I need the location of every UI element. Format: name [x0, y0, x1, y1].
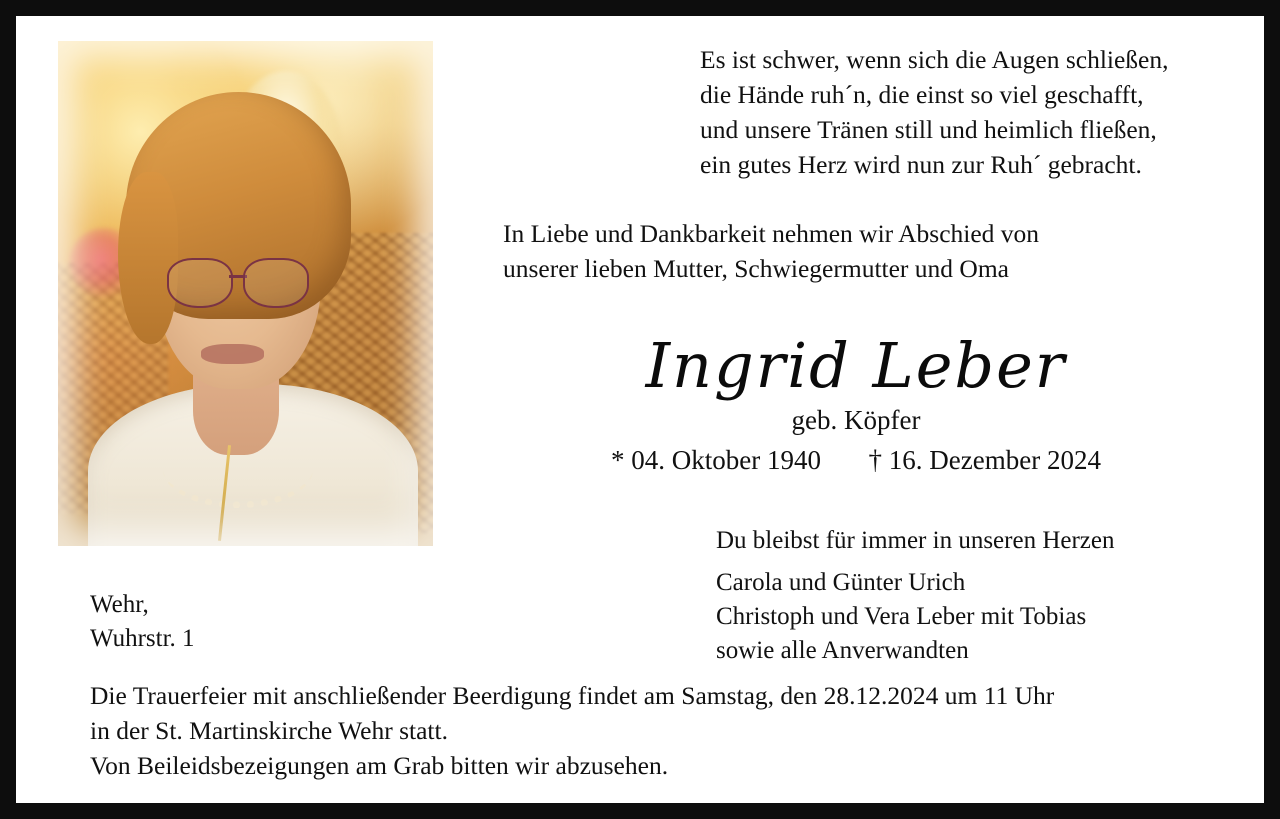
- mourner-name: Christoph und Vera Leber mit Tobias: [716, 603, 1087, 630]
- mourners-block: [716, 524, 1256, 668]
- funeral-line: in der St. Martinskirche Wehr statt.: [90, 716, 448, 745]
- mourners-lead: Du bleibst für immer in unseren Herzen: [716, 527, 1115, 554]
- funeral-details: [90, 678, 1220, 783]
- birth-date: * 04. Oktober 1940: [611, 445, 822, 475]
- verse-line: die Hände ruh´n, die einst so viel geschafft,: [700, 80, 1144, 109]
- verse-line: ein gutes Herz wird nun zur Ruh´ gebracht.: [700, 150, 1142, 179]
- verse-line: und unsere Tränen still und heimlich fließen,: [700, 115, 1157, 144]
- obituary-inner: [16, 16, 1264, 803]
- death-date: † 16. Dezember 2024: [868, 445, 1101, 475]
- deceased-name-block: [476, 328, 1236, 480]
- mourner-name: Carola und Günter Urich: [716, 569, 966, 596]
- address-street: Wuhrstr. 1: [90, 625, 195, 652]
- intro-line: unserer lieben Mutter, Schwiegermutter und Oma: [503, 254, 1009, 283]
- funeral-line: Von Beileidsbezeigungen am Grab bitten wir abzusehen.: [90, 751, 669, 780]
- address-city: Wehr,: [90, 591, 149, 618]
- mourner-name: sowie alle Anverwandten: [716, 637, 969, 664]
- intro-line: In Liebe und Dankbarkeit nehmen wir Abschied von: [503, 219, 1040, 248]
- portrait-image: [58, 41, 433, 546]
- memorial-verse: [700, 42, 1260, 182]
- farewell-intro: [503, 216, 1203, 286]
- photo-vignette: [58, 41, 433, 546]
- address-block: [90, 588, 195, 656]
- funeral-line: Die Trauerfeier mit anschließender Beerdigung findet am Samstag, den 28.12.2024 um 11 Uhr: [90, 681, 1055, 710]
- verse-line: Es ist schwer, wenn sich die Augen schließen,: [700, 45, 1169, 74]
- deceased-name: Ingrid Leber: [645, 329, 1067, 402]
- deceased-dates: [476, 440, 1236, 480]
- deceased-maiden-name: geb. Köpfer: [791, 405, 921, 435]
- portrait-photo: [58, 41, 433, 546]
